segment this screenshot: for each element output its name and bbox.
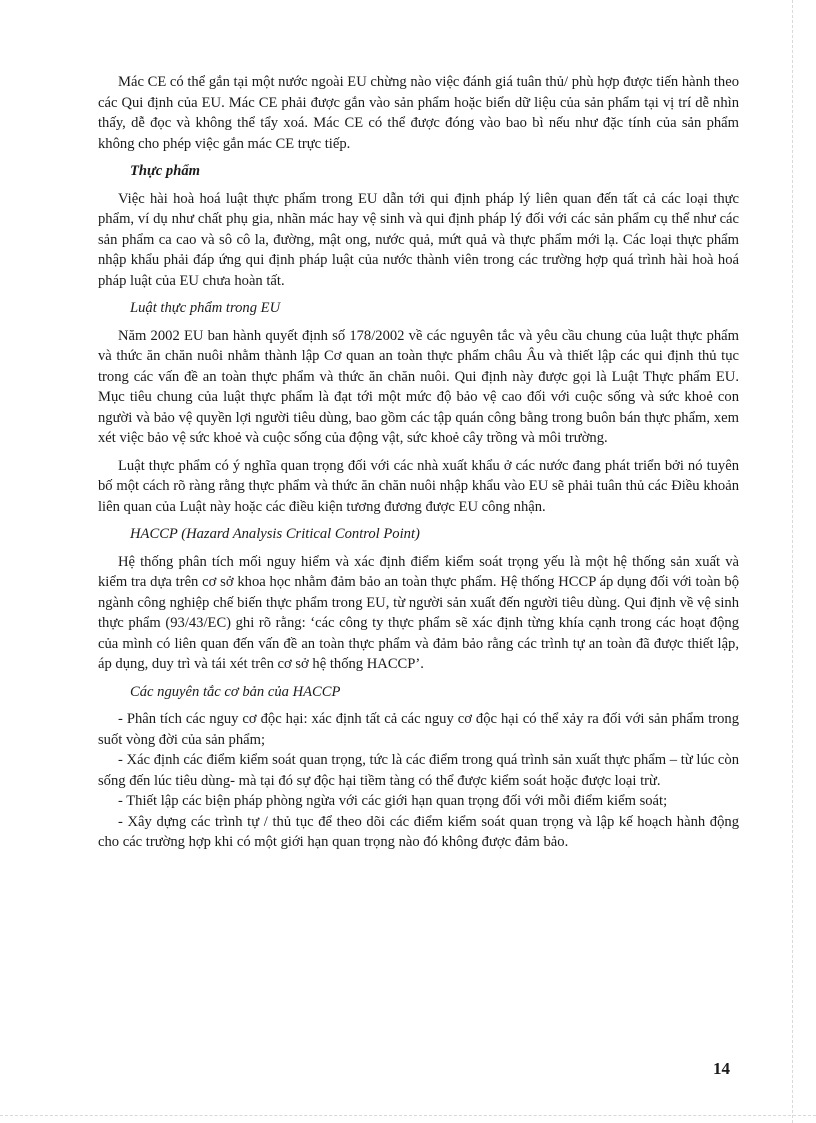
- haccp-principles-list: [98, 709, 739, 853]
- page-number: 14: [713, 1059, 730, 1078]
- paragraph-ce-mark: Mác CE có thể gắn tại một nước ngoài EU chừng nào việc đánh giá tuân thủ/ phù hợp được tiến hành theo các Qui định của EU. Mác CE phải được gắn vào sản phẩm hoặc biển dữ liệu của sản phẩm tại vị trí dễ nhìn thấy, dễ đọc và không thể tẩy xoá. Mác CE có thể được đóng vào bao bì nếu như đặc tính của sản phẩm không cho phép việc gắn mác CE trực tiếp.: [98, 74, 739, 152]
- heading-food: Thực phẩm: [130, 163, 200, 179]
- paragraph-regulation-178: Năm 2002 EU ban hành quyết định số 178/2002 về các nguyên tắc và yêu cầu chung của luật thực phẩm và thức ăn chăn nuôi nhằm thành lập Cơ quan an toàn thực phẩm châu Âu và thiết lập các qui định thủ tục trong các vấn đề an toàn thực phẩm và thức ăn chăn nuôi. Qui định này được gọi là Luật Thực phẩm EU. Mục tiêu chung của luật thực phẩm là đạt tới một mức độ bảo vệ cao đối với cuộc sống và sức khoẻ con người và bảo vệ quyền lợi người tiêu dùng, bao gồm các tập quán công bằng trong buôn bán thực phẩm, xem xét việc bảo vệ sức khoẻ và cuộc sống của động vật, sức khoẻ cây trồng và môi trường.: [98, 327, 739, 446]
- list-item: - Xác định các điểm kiểm soát quan trọng, tức là các điểm trong quá trình sản xuất thực phẩm – từ lúc còn sống đến lúc tiêu dùng- mà tại đó sự độc hại tiềm tàng có thể được kiểm soát hoặc được loại trừ.: [98, 752, 739, 789]
- heading-haccp: HACCP (Hazard Analysis Critical Control Point): [130, 526, 420, 542]
- list-item: - Phân tích các nguy cơ độc hại: xác định tất cả các nguy cơ độc hại có thể xảy ra đối với sản phẩm trong suốt vòng đời của sản phẩm;: [98, 711, 739, 748]
- page-content: [98, 72, 739, 853]
- list-item: - Xây dựng các trình tự / thủ tục để theo dõi các điểm kiểm soát quan trọng và lập kế hoạch hành động cho các trường hợp khi có một giới hạn quan trọng nào đó không được đảm bảo.: [98, 813, 739, 850]
- paragraph-haccp-system: Hệ thống phân tích mối nguy hiểm và xác định điểm kiểm soát trọng yếu là một hệ thống sản xuất và kiểm tra dựa trên cơ sở khoa học nhằm đảm bảo an toàn thực phẩm. Hệ thống HCCP áp dụng đối với toàn bộ ngành công nghiệp chế biến thực phẩm trong EU, từ người sản xuất đến người tiêu dùng. Qui định về vệ sinh thực phẩm (93/43/EC) ghi rõ rằng: ‘các công ty thực phẩm sẽ xác định từng khía cạnh trong các hoạt động của mình có liên quan đến vấn đề an toàn thực phẩm và đảm bảo rằng các trình tự an toàn đã được thiết lập, áp dụng, duy trì và tái xét trên cơ sở hệ thống HACCP’.: [98, 553, 739, 672]
- list-item: - Thiết lập các biện pháp phòng ngừa với các giới hạn quan trọng đối với mỗi điểm kiểm soát;: [118, 793, 668, 809]
- heading-eu-food-law: Luật thực phẩm trong EU: [130, 300, 281, 316]
- paragraph-food-harmonisation: Việc hài hoà hoá luật thực phẩm trong EU dẫn tới qui định pháp lý liên quan đến tất cả các loại thực phẩm, ví dụ như chất phụ gia, nhãn mác hay vệ sinh và qui định pháp lý đối với các sản phẩm cụ thể như các sản phẩm ca cao và sô cô la, đường, mật ong, nước quả, mứt quả và thực phẩm mới lạ. Các loại thực phẩm nhập khẩu phải đáp ứng qui định pháp luật của nước thành viên trong các trường hợp quá trình hài hoà hoá pháp luật của EU chưa hoàn tất.: [98, 190, 739, 289]
- heading-haccp-principles: Các nguyên tắc cơ bản của HACCP: [130, 683, 341, 700]
- page-border-bottom: [0, 1115, 816, 1116]
- paragraph-food-law-significance: Luật thực phẩm có ý nghĩa quan trọng đối với các nhà xuất khẩu ở các nước đang phát triển bởi nó tuyên bố một cách rõ ràng rằng thực phẩm và thức ăn chăn nuôi nhập khẩu vào EU sẽ phải tuân thủ các Điều khoản liên quan của Luật này hoặc các điều kiện tương đương được EU công nhận.: [98, 457, 739, 515]
- page-border-right: [792, 0, 793, 1123]
